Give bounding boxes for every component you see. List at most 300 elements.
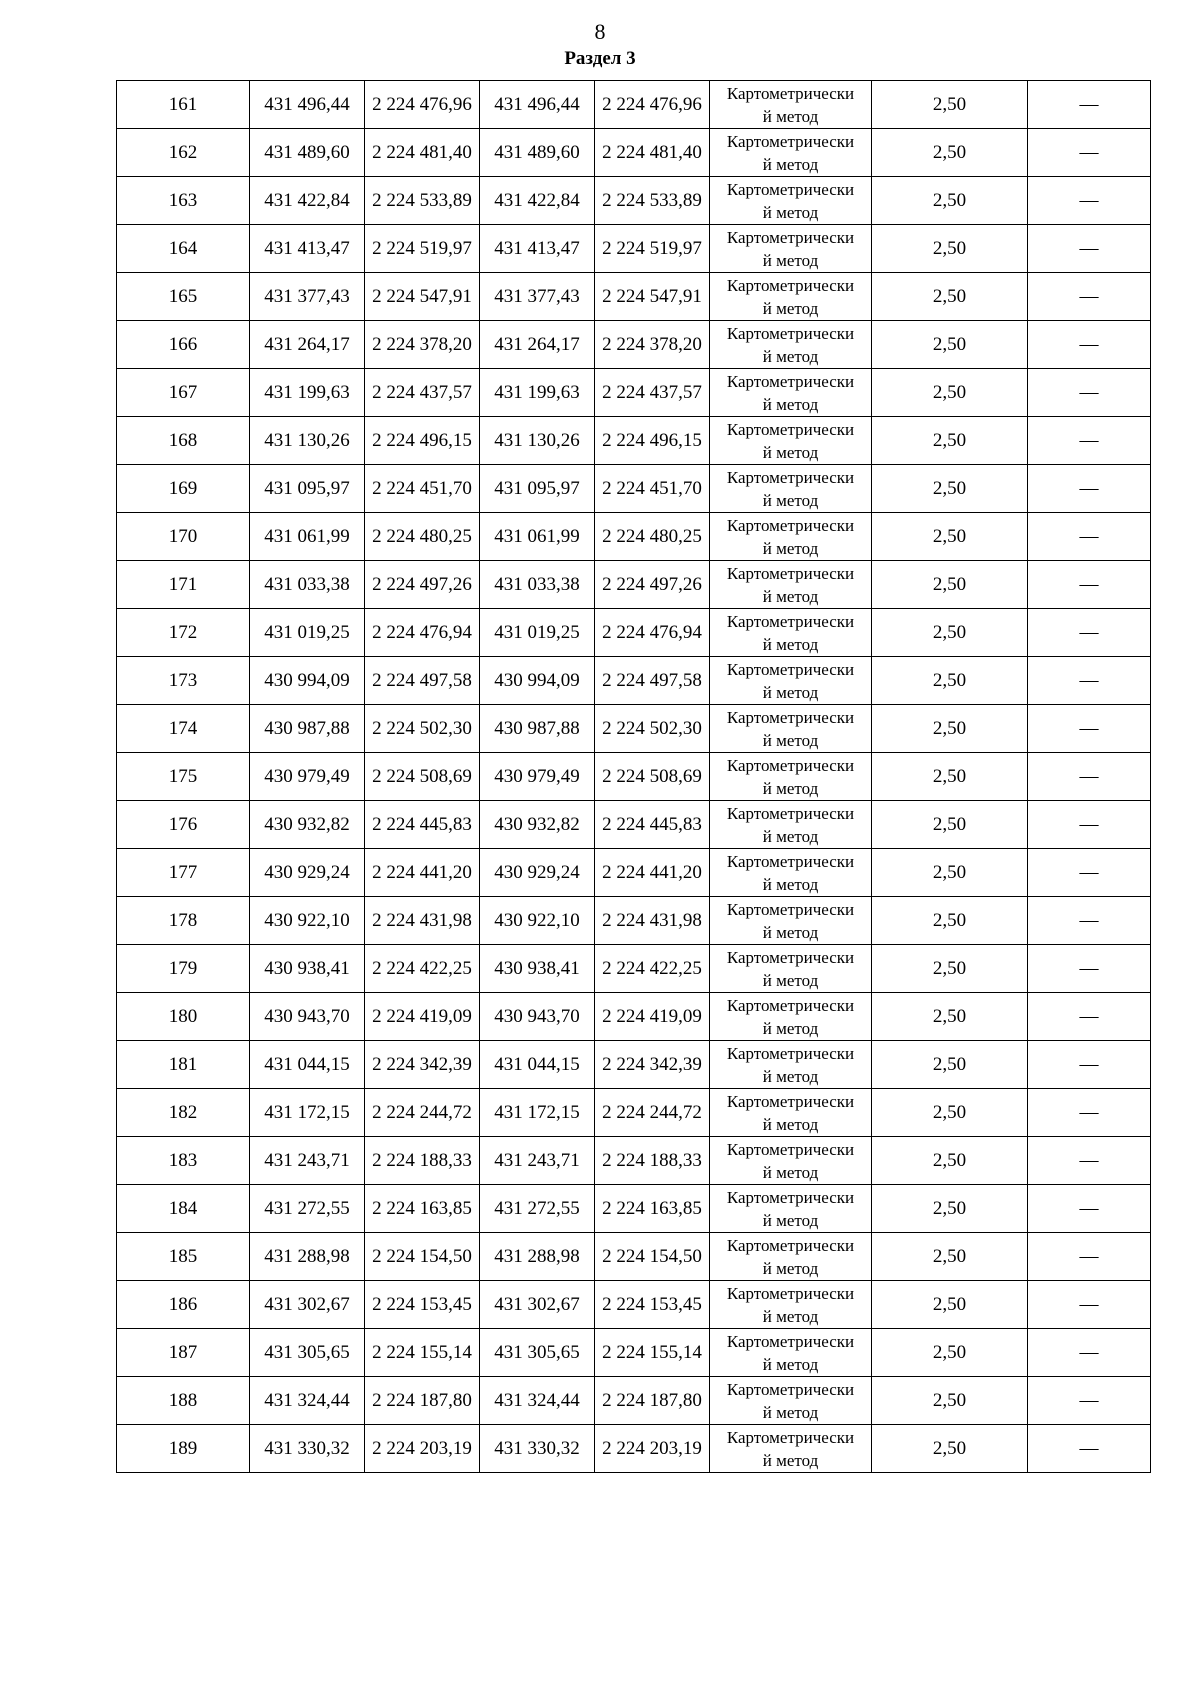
method-line-1: Картометрически [726, 372, 855, 391]
method-line-1: Картометрически [726, 132, 855, 151]
existing-x-cell: 431 377,43 [250, 273, 365, 321]
point-number-cell: 172 [117, 609, 250, 657]
note-cell: — [1028, 129, 1151, 177]
existing-x-cell: 431 130,26 [250, 417, 365, 465]
method-line-2: й метод [762, 1067, 819, 1086]
point-number-cell: 182 [117, 1089, 250, 1137]
table-row [117, 465, 1151, 513]
table-row [117, 657, 1151, 705]
method-cell [710, 321, 872, 369]
method-line-1: Картометрически [726, 948, 855, 967]
refined-x-cell: 430 979,49 [480, 753, 595, 801]
accuracy-cell: 2,50 [872, 1425, 1028, 1473]
refined-y-cell: 2 224 244,72 [595, 1089, 710, 1137]
note-cell: — [1028, 225, 1151, 273]
refined-y-cell: 2 224 547,91 [595, 273, 710, 321]
method-line-2: й метод [762, 203, 819, 222]
existing-x-cell: 430 987,88 [250, 705, 365, 753]
method-line-2: й метод [762, 923, 819, 942]
method-line-1: Картометрически [726, 1188, 855, 1207]
refined-x-cell: 430 943,70 [480, 993, 595, 1041]
method-line-2: й метод [762, 443, 819, 462]
existing-x-cell: 431 095,97 [250, 465, 365, 513]
existing-y-cell: 2 224 519,97 [365, 225, 480, 273]
refined-x-cell: 430 994,09 [480, 657, 595, 705]
method-cell [710, 753, 872, 801]
note-cell: — [1028, 561, 1151, 609]
existing-y-cell: 2 224 155,14 [365, 1329, 480, 1377]
existing-y-cell: 2 224 441,20 [365, 849, 480, 897]
note-cell: — [1028, 1329, 1151, 1377]
method-line-2: й метод [762, 635, 819, 654]
refined-y-cell: 2 224 480,25 [595, 513, 710, 561]
existing-y-cell: 2 224 502,30 [365, 705, 480, 753]
method-line-1: Картометрически [726, 900, 855, 919]
point-number-cell: 168 [117, 417, 250, 465]
refined-y-cell: 2 224 378,20 [595, 321, 710, 369]
refined-y-cell: 2 224 451,70 [595, 465, 710, 513]
accuracy-cell: 2,50 [872, 1041, 1028, 1089]
method-line-1: Картометрически [726, 180, 855, 199]
point-number-cell: 184 [117, 1185, 250, 1233]
method-cell [710, 1137, 872, 1185]
existing-x-cell: 431 330,32 [250, 1425, 365, 1473]
method-cell [710, 801, 872, 849]
refined-y-cell: 2 224 533,89 [595, 177, 710, 225]
refined-x-cell: 431 019,25 [480, 609, 595, 657]
method-cell [710, 81, 872, 129]
note-cell: — [1028, 513, 1151, 561]
note-cell: — [1028, 369, 1151, 417]
method-cell [710, 1233, 872, 1281]
refined-x-cell: 431 130,26 [480, 417, 595, 465]
accuracy-cell: 2,50 [872, 81, 1028, 129]
note-cell: — [1028, 1185, 1151, 1233]
method-line-2: й метод [762, 1451, 819, 1470]
method-line-2: й метод [762, 299, 819, 318]
method-line-2: й метод [762, 827, 819, 846]
method-cell [710, 225, 872, 273]
refined-y-cell: 2 224 187,80 [595, 1377, 710, 1425]
refined-x-cell: 430 987,88 [480, 705, 595, 753]
method-cell [710, 561, 872, 609]
method-line-1: Картометрически [726, 1428, 855, 1447]
method-line-2: й метод [762, 1211, 819, 1230]
existing-x-cell: 431 061,99 [250, 513, 365, 561]
refined-x-cell: 430 922,10 [480, 897, 595, 945]
method-line-1: Картометрически [726, 276, 855, 295]
accuracy-cell: 2,50 [872, 177, 1028, 225]
point-number-cell: 161 [117, 81, 250, 129]
existing-x-cell: 431 019,25 [250, 609, 365, 657]
refined-y-cell: 2 224 188,33 [595, 1137, 710, 1185]
existing-y-cell: 2 224 480,25 [365, 513, 480, 561]
existing-x-cell: 431 243,71 [250, 1137, 365, 1185]
refined-y-cell: 2 224 508,69 [595, 753, 710, 801]
existing-y-cell: 2 224 188,33 [365, 1137, 480, 1185]
existing-x-cell: 430 938,41 [250, 945, 365, 993]
accuracy-cell: 2,50 [872, 1281, 1028, 1329]
accuracy-cell: 2,50 [872, 609, 1028, 657]
accuracy-cell: 2,50 [872, 993, 1028, 1041]
refined-x-cell: 431 413,47 [480, 225, 595, 273]
refined-y-cell: 2 224 422,25 [595, 945, 710, 993]
method-line-2: й метод [762, 971, 819, 990]
existing-x-cell: 431 264,17 [250, 321, 365, 369]
note-cell: — [1028, 465, 1151, 513]
method-line-1: Картометрически [726, 420, 855, 439]
table-row [117, 1185, 1151, 1233]
note-cell: — [1028, 1281, 1151, 1329]
table-row [117, 1041, 1151, 1089]
accuracy-cell: 2,50 [872, 705, 1028, 753]
refined-y-cell: 2 224 155,14 [595, 1329, 710, 1377]
existing-y-cell: 2 224 154,50 [365, 1233, 480, 1281]
existing-x-cell: 430 922,10 [250, 897, 365, 945]
method-line-1: Картометрически [726, 660, 855, 679]
accuracy-cell: 2,50 [872, 129, 1028, 177]
existing-x-cell: 431 422,84 [250, 177, 365, 225]
method-line-2: й метод [762, 1403, 819, 1422]
existing-x-cell: 430 932,82 [250, 801, 365, 849]
refined-y-cell: 2 224 441,20 [595, 849, 710, 897]
note-cell: — [1028, 993, 1151, 1041]
note-cell: — [1028, 945, 1151, 993]
note-cell: — [1028, 177, 1151, 225]
table-row [117, 609, 1151, 657]
refined-y-cell: 2 224 497,58 [595, 657, 710, 705]
existing-x-cell: 431 033,38 [250, 561, 365, 609]
existing-y-cell: 2 224 481,40 [365, 129, 480, 177]
refined-x-cell: 431 489,60 [480, 129, 595, 177]
method-cell [710, 129, 872, 177]
method-line-2: й метод [762, 1259, 819, 1278]
refined-y-cell: 2 224 519,97 [595, 225, 710, 273]
existing-x-cell: 431 305,65 [250, 1329, 365, 1377]
existing-x-cell: 430 979,49 [250, 753, 365, 801]
method-line-1: Картометрически [726, 1140, 855, 1159]
existing-x-cell: 431 272,55 [250, 1185, 365, 1233]
method-cell [710, 897, 872, 945]
method-line-1: Картометрически [726, 756, 855, 775]
table-body [117, 81, 1151, 1473]
refined-y-cell: 2 224 445,83 [595, 801, 710, 849]
table-row [117, 561, 1151, 609]
method-cell [710, 657, 872, 705]
method-line-1: Картометрически [726, 1044, 855, 1063]
point-number-cell: 185 [117, 1233, 250, 1281]
existing-x-cell: 431 324,44 [250, 1377, 365, 1425]
point-number-cell: 176 [117, 801, 250, 849]
accuracy-cell: 2,50 [872, 417, 1028, 465]
refined-x-cell: 431 033,38 [480, 561, 595, 609]
method-line-1: Картометрически [726, 1236, 855, 1255]
accuracy-cell: 2,50 [872, 1089, 1028, 1137]
accuracy-cell: 2,50 [872, 849, 1028, 897]
table-row [117, 897, 1151, 945]
method-cell [710, 273, 872, 321]
existing-y-cell: 2 224 203,19 [365, 1425, 480, 1473]
point-number-cell: 173 [117, 657, 250, 705]
method-line-2: й метод [762, 683, 819, 702]
note-cell: — [1028, 1425, 1151, 1473]
method-cell [710, 513, 872, 561]
method-line-2: й метод [762, 875, 819, 894]
note-cell: — [1028, 801, 1151, 849]
table-row [117, 81, 1151, 129]
existing-y-cell: 2 224 445,83 [365, 801, 480, 849]
method-cell [710, 1329, 872, 1377]
note-cell: — [1028, 609, 1151, 657]
table-row [117, 1329, 1151, 1377]
accuracy-cell: 2,50 [872, 1329, 1028, 1377]
point-number-cell: 171 [117, 561, 250, 609]
refined-y-cell: 2 224 496,15 [595, 417, 710, 465]
table-row [117, 1425, 1151, 1473]
accuracy-cell: 2,50 [872, 465, 1028, 513]
note-cell: — [1028, 1233, 1151, 1281]
note-cell: — [1028, 1137, 1151, 1185]
accuracy-cell: 2,50 [872, 273, 1028, 321]
method-line-1: Картометрически [726, 84, 855, 103]
method-line-1: Картометрически [726, 1332, 855, 1351]
method-cell [710, 1041, 872, 1089]
existing-y-cell: 2 224 451,70 [365, 465, 480, 513]
refined-y-cell: 2 224 476,94 [595, 609, 710, 657]
existing-x-cell: 431 302,67 [250, 1281, 365, 1329]
refined-x-cell: 430 938,41 [480, 945, 595, 993]
method-line-2: й метод [762, 1163, 819, 1182]
note-cell: — [1028, 705, 1151, 753]
method-line-2: й метод [762, 1355, 819, 1374]
table-row [117, 753, 1151, 801]
existing-y-cell: 2 224 431,98 [365, 897, 480, 945]
accuracy-cell: 2,50 [872, 801, 1028, 849]
accuracy-cell: 2,50 [872, 513, 1028, 561]
method-line-2: й метод [762, 251, 819, 270]
method-cell [710, 945, 872, 993]
accuracy-cell: 2,50 [872, 1185, 1028, 1233]
method-line-1: Картометрически [726, 1380, 855, 1399]
existing-x-cell: 431 199,63 [250, 369, 365, 417]
point-number-cell: 167 [117, 369, 250, 417]
method-cell [710, 1377, 872, 1425]
note-cell: — [1028, 321, 1151, 369]
existing-y-cell: 2 224 187,80 [365, 1377, 480, 1425]
existing-x-cell: 430 943,70 [250, 993, 365, 1041]
note-cell: — [1028, 657, 1151, 705]
method-line-1: Картометрически [726, 708, 855, 727]
refined-y-cell: 2 224 203,19 [595, 1425, 710, 1473]
existing-x-cell: 431 489,60 [250, 129, 365, 177]
refined-x-cell: 431 264,17 [480, 321, 595, 369]
accuracy-cell: 2,50 [872, 657, 1028, 705]
accuracy-cell: 2,50 [872, 753, 1028, 801]
existing-x-cell: 431 172,15 [250, 1089, 365, 1137]
accuracy-cell: 2,50 [872, 561, 1028, 609]
existing-y-cell: 2 224 378,20 [365, 321, 480, 369]
existing-x-cell: 431 288,98 [250, 1233, 365, 1281]
method-line-2: й метод [762, 155, 819, 174]
method-line-2: й метод [762, 1019, 819, 1038]
method-cell [710, 1185, 872, 1233]
method-cell [710, 609, 872, 657]
method-line-2: й метод [762, 731, 819, 750]
method-line-1: Картометрически [726, 228, 855, 247]
point-number-cell: 166 [117, 321, 250, 369]
method-line-1: Картометрически [726, 564, 855, 583]
table-row [117, 273, 1151, 321]
point-number-cell: 162 [117, 129, 250, 177]
point-number-cell: 187 [117, 1329, 250, 1377]
existing-y-cell: 2 224 497,26 [365, 561, 480, 609]
method-cell [710, 1425, 872, 1473]
method-cell [710, 369, 872, 417]
method-cell [710, 705, 872, 753]
refined-y-cell: 2 224 502,30 [595, 705, 710, 753]
method-line-1: Картометрически [726, 612, 855, 631]
refined-x-cell: 431 272,55 [480, 1185, 595, 1233]
existing-y-cell: 2 224 476,94 [365, 609, 480, 657]
point-number-cell: 175 [117, 753, 250, 801]
point-number-cell: 186 [117, 1281, 250, 1329]
accuracy-cell: 2,50 [872, 369, 1028, 417]
accuracy-cell: 2,50 [872, 225, 1028, 273]
refined-y-cell: 2 224 163,85 [595, 1185, 710, 1233]
method-cell [710, 417, 872, 465]
point-number-cell: 180 [117, 993, 250, 1041]
note-cell: — [1028, 1041, 1151, 1089]
method-cell [710, 849, 872, 897]
method-line-1: Картометрически [726, 1092, 855, 1111]
method-line-1: Картометрически [726, 516, 855, 535]
method-cell [710, 1281, 872, 1329]
existing-y-cell: 2 224 497,58 [365, 657, 480, 705]
table-row [117, 1233, 1151, 1281]
refined-x-cell: 430 932,82 [480, 801, 595, 849]
refined-y-cell: 2 224 419,09 [595, 993, 710, 1041]
existing-y-cell: 2 224 244,72 [365, 1089, 480, 1137]
method-line-2: й метод [762, 779, 819, 798]
coordinates-table [116, 80, 1151, 1473]
existing-y-cell: 2 224 342,39 [365, 1041, 480, 1089]
table-row [117, 801, 1151, 849]
table-row [117, 321, 1151, 369]
point-number-cell: 177 [117, 849, 250, 897]
refined-x-cell: 431 330,32 [480, 1425, 595, 1473]
table-row [117, 1377, 1151, 1425]
refined-y-cell: 2 224 481,40 [595, 129, 710, 177]
point-number-cell: 183 [117, 1137, 250, 1185]
table-row [117, 417, 1151, 465]
refined-x-cell: 431 243,71 [480, 1137, 595, 1185]
method-cell [710, 1089, 872, 1137]
point-number-cell: 170 [117, 513, 250, 561]
table-row [117, 177, 1151, 225]
accuracy-cell: 2,50 [872, 897, 1028, 945]
table-row [117, 129, 1151, 177]
existing-x-cell: 430 929,24 [250, 849, 365, 897]
method-line-2: й метод [762, 491, 819, 510]
existing-y-cell: 2 224 547,91 [365, 273, 480, 321]
refined-y-cell: 2 224 476,96 [595, 81, 710, 129]
existing-y-cell: 2 224 153,45 [365, 1281, 480, 1329]
existing-y-cell: 2 224 419,09 [365, 993, 480, 1041]
refined-x-cell: 431 305,65 [480, 1329, 595, 1377]
refined-x-cell: 431 172,15 [480, 1089, 595, 1137]
refined-y-cell: 2 224 431,98 [595, 897, 710, 945]
refined-y-cell: 2 224 342,39 [595, 1041, 710, 1089]
refined-x-cell: 431 422,84 [480, 177, 595, 225]
existing-y-cell: 2 224 422,25 [365, 945, 480, 993]
existing-x-cell: 431 044,15 [250, 1041, 365, 1089]
refined-x-cell: 430 929,24 [480, 849, 595, 897]
table-row [117, 849, 1151, 897]
refined-x-cell: 431 288,98 [480, 1233, 595, 1281]
refined-y-cell: 2 224 153,45 [595, 1281, 710, 1329]
table-row [117, 1089, 1151, 1137]
method-line-2: й метод [762, 1115, 819, 1134]
existing-x-cell: 431 496,44 [250, 81, 365, 129]
table-row [117, 513, 1151, 561]
method-line-1: Картометрически [726, 324, 855, 343]
point-number-cell: 178 [117, 897, 250, 945]
refined-x-cell: 431 044,15 [480, 1041, 595, 1089]
note-cell: — [1028, 417, 1151, 465]
existing-x-cell: 431 413,47 [250, 225, 365, 273]
existing-y-cell: 2 224 533,89 [365, 177, 480, 225]
point-number-cell: 179 [117, 945, 250, 993]
point-number-cell: 189 [117, 1425, 250, 1473]
refined-y-cell: 2 224 437,57 [595, 369, 710, 417]
table-row [117, 369, 1151, 417]
table-row [117, 225, 1151, 273]
method-cell [710, 993, 872, 1041]
table-row [117, 1281, 1151, 1329]
accuracy-cell: 2,50 [872, 1377, 1028, 1425]
method-cell [710, 465, 872, 513]
refined-x-cell: 431 095,97 [480, 465, 595, 513]
existing-y-cell: 2 224 437,57 [365, 369, 480, 417]
note-cell: — [1028, 753, 1151, 801]
note-cell: — [1028, 273, 1151, 321]
refined-x-cell: 431 199,63 [480, 369, 595, 417]
method-line-2: й метод [762, 539, 819, 558]
point-number-cell: 181 [117, 1041, 250, 1089]
point-number-cell: 163 [117, 177, 250, 225]
method-line-2: й метод [762, 347, 819, 366]
existing-y-cell: 2 224 508,69 [365, 753, 480, 801]
method-line-2: й метод [762, 395, 819, 414]
existing-y-cell: 2 224 476,96 [365, 81, 480, 129]
page-number: 8 [594, 19, 606, 44]
accuracy-cell: 2,50 [872, 945, 1028, 993]
method-line-2: й метод [762, 1307, 819, 1326]
refined-y-cell: 2 224 497,26 [595, 561, 710, 609]
method-line-1: Картометрически [726, 804, 855, 823]
method-line-1: Картометрически [726, 1284, 855, 1303]
note-cell: — [1028, 849, 1151, 897]
point-number-cell: 188 [117, 1377, 250, 1425]
accuracy-cell: 2,50 [872, 1233, 1028, 1281]
accuracy-cell: 2,50 [872, 321, 1028, 369]
note-cell: — [1028, 897, 1151, 945]
method-line-2: й метод [762, 587, 819, 606]
refined-x-cell: 431 324,44 [480, 1377, 595, 1425]
refined-x-cell: 431 377,43 [480, 273, 595, 321]
point-number-cell: 174 [117, 705, 250, 753]
existing-x-cell: 430 994,09 [250, 657, 365, 705]
